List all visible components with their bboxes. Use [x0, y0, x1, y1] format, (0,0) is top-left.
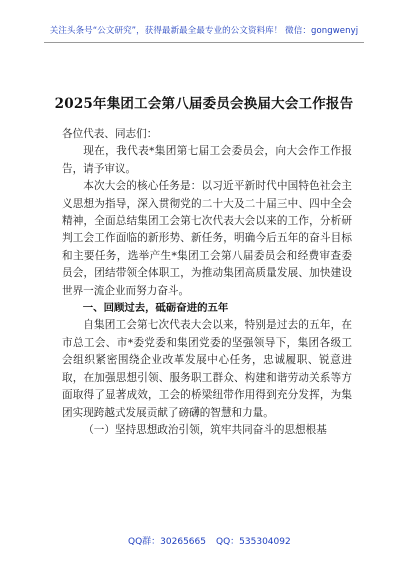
header-divider — [44, 42, 364, 43]
subsection-heading-1: （一）坚持思想政治引领，筑牢共同奋斗的思想根基 — [83, 423, 327, 436]
header-banner: 关注头条号“公文研究”，获得最新最全最专业的公文资料库！ 微信：gongwenyj — [49, 26, 359, 36]
document-title: 2025年集团工会第八届委员会换届大会工作报告 — [54, 96, 354, 112]
paragraph-core-task: 本次大会的核心任务是：以习近平新时代中国特色社会主义思想为指导，深入贯彻党的二十大及二十届三中、四中全会精神，全面总结集团工会第七次代表大会以来的工作，分析研判工会工作面临的新形势、新任务，明确今后五年的奋斗目标和主要任务，选举产生*集团工会第八届委员会和经费审查委员会，团结带领全体职工，为推动集团高质量发展、加快建设世界一流企业而努力奋斗。 — [62, 180, 352, 297]
paragraph-review: 自集团工会第七次代表大会以来，特别是过去的五年，在市总工会、市*委党委和集团党委的坚强领导下，集团各级工会组织紧密围绕企业改革发展中心任务，忠诚履职、锐意进取，在加强思想引领、服务职工群众、构建和谐劳动关系等方面取得了显著成效，工会的桥梁纽带作用得到充分发挥，为集团实现跨越式发展贡献了磅礴的智慧和力量。 — [62, 319, 352, 419]
salutation: 各位代表、同志们： — [62, 128, 158, 140]
document-body — [62, 126, 352, 439]
footer-qq-group: QQ群：30265665 — [128, 537, 206, 547]
paragraph-intro: 现在，我代表*集团第七届工会委员会，向大会作工作报告，请予审议。 — [62, 145, 352, 175]
footer-qq: QQ：535304092 — [216, 537, 291, 547]
section-heading-1: 一、回顾过去，砥砺奋进的五年 — [82, 302, 229, 315]
